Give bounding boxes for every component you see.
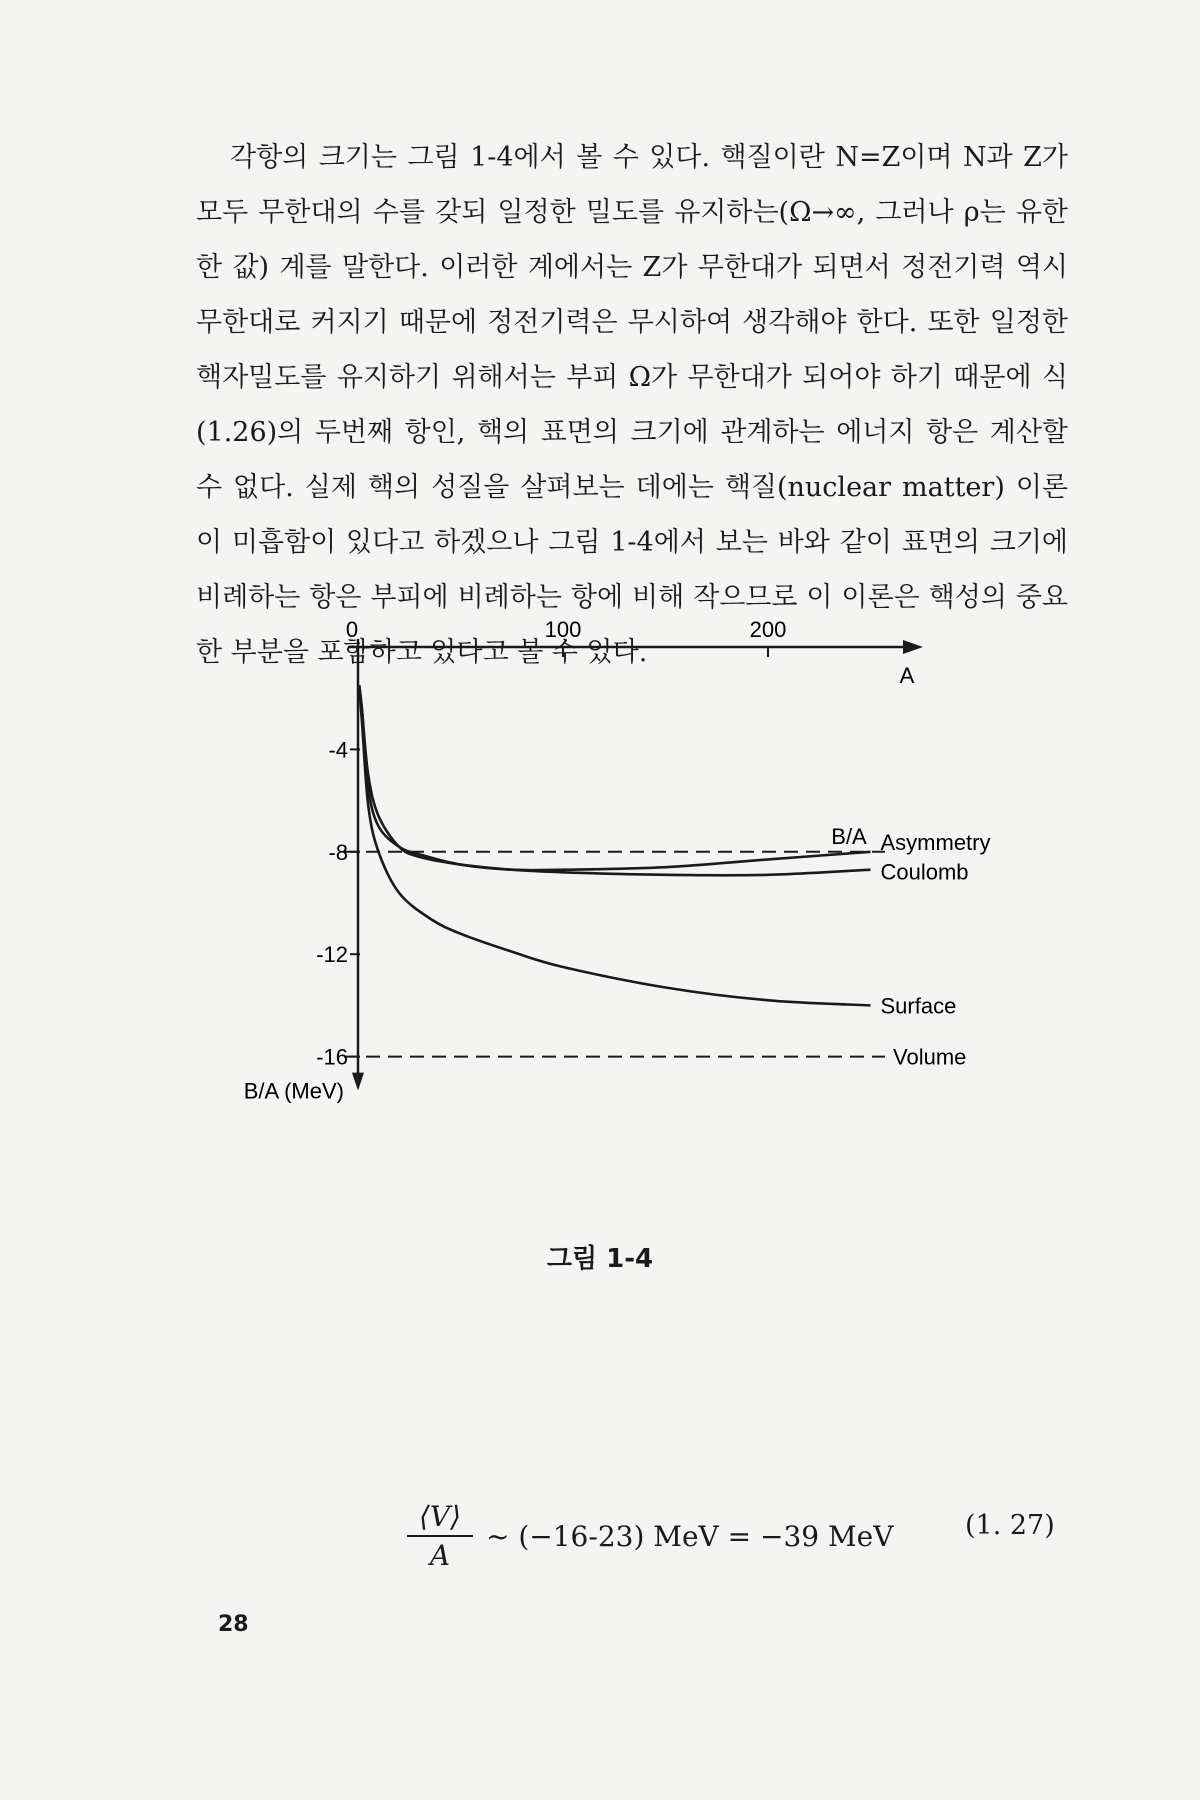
y-axis-arrow [352,1073,364,1091]
chart-axes [348,639,923,1091]
y-tick-label: -16 [316,1044,348,1070]
x-tick-label: 100 [544,617,582,642]
chart-labels [244,617,991,1104]
x-axis-arrow [903,640,923,654]
y-tick-label: -12 [316,942,348,968]
y-tick-label: -4 [328,737,348,763]
chart-series [359,685,870,1005]
series-label-surface: Surface [880,993,957,1019]
equation-fraction-bar [407,1535,473,1537]
chart-reference-lines [344,852,885,1057]
figure-1-4-chart [230,605,991,1245]
reference-label-volume: Volume [893,1044,967,1070]
x-axis-label: A [899,663,915,688]
series-label-coulomb: Coulomb [880,859,969,885]
figure-caption: 그림 1-4 [546,1244,654,1274]
reference-label-ba: B/A [831,823,867,849]
x-tick-label: 200 [749,617,787,642]
y-tick-label: -8 [328,839,348,865]
series-coulomb [359,685,870,875]
series-label-asymmetry: Asymmetry [880,829,991,855]
paragraph-1: 각항의 크기는 그림 1-4에서 볼 수 있다. 핵질이란 N=Z이며 N과 Z가 모두 무한대의 수를 갖되 일정한 밀도를 유지하는(Ω→∞, 그러나 ρ는 유한한 값) 계를 말한다. 이러한 계에서는 Z가 무한대가 되면서 정전기력 역시 무한대로 커지기 때문에 정전기력은 무시하여 생각해야 한다. 또한 일정한 핵자밀도를 유지하기 위해서는 부피 Ω가 무한대가 되어야 하기 때문에 식 (1.26)의 두번째 항인, 핵의 표면의 크기에 관계하는 에너지 항은 계산할 수 없다. 실제 핵의 성질을 살펴보는 데에는 핵질(nuclear matter) 이론이 미흡함이 있다고 하겠으나 그림 1-4에서 보는 바와 같이 표면의 크기에 비례하는 항은 부피에 비례하는 항에 비해 작으므로 이 이론은 핵성의 중요한 부분을 포함하고 있다고 볼 수 있다. [196,142,1068,668]
page-number: 28 [218,1612,249,1637]
y-axis-label: B/A (MeV) [243,1078,344,1104]
equation-denominator: A [429,1539,451,1572]
x-tick-label: 0 [345,617,359,642]
equation-fraction [400,1500,480,1572]
equation-rhs: ~ (−16-23) MeV = −39 MeV [486,1520,894,1553]
equation-numerator: ⟨V⟩ [418,1500,462,1533]
series-asymmetry [359,685,870,870]
series-surface [359,685,870,1005]
equation-number: (1. 27) [965,1510,1055,1541]
